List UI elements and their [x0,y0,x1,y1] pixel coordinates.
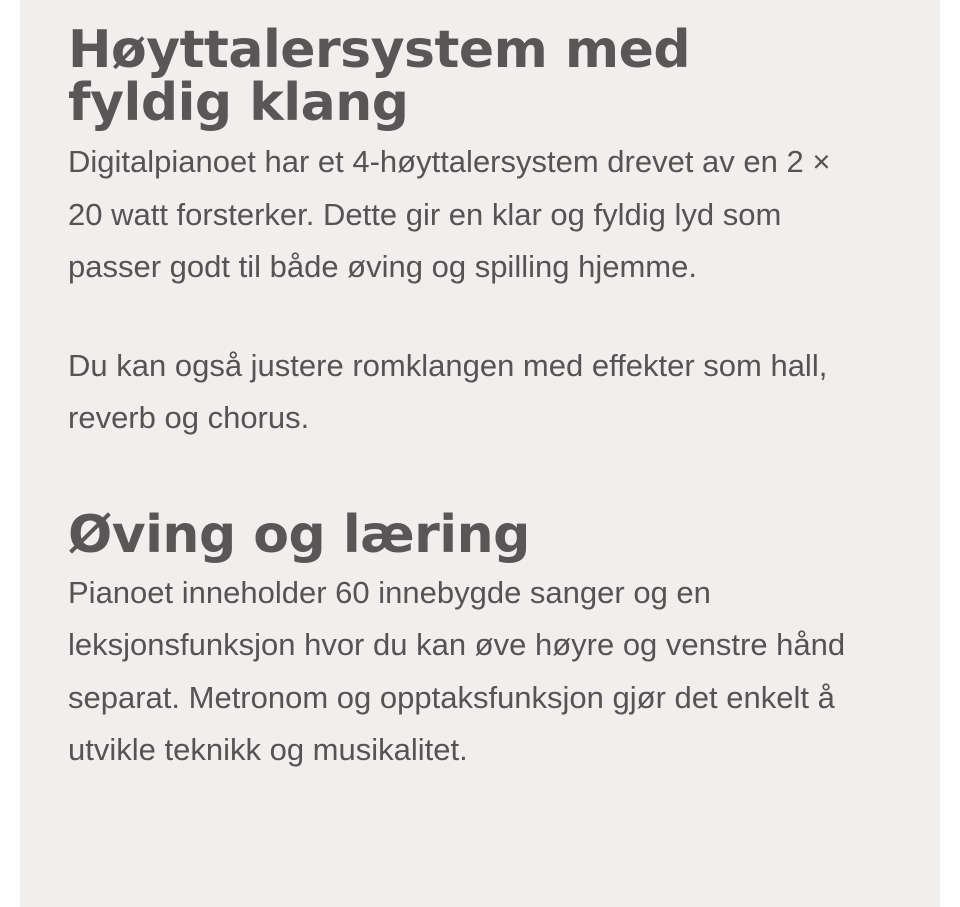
section-heading-speakers: Høyttalersystem med fyldig klang [68,20,691,133]
speakers-paragraph-2: Du kan også justere romklangen med effekter som hall, reverb og chorus. [68,347,828,435]
section-heading-practice: Øving og læring [68,504,530,565]
practice-paragraph-1: Pianoet inneholder 60 innebygde sanger og en leksjonsfunksjon hvor du kan øve høyre og venstre hånd separat. Metronom og opptaksfunksjon gjør det enkelt å utvikle teknikk og musikalitet. [68,574,846,767]
article-body [68,20,868,777]
speakers-paragraph-1: Digitalpianoet har et 4-høyttalersystem drevet av en 2 × 20 watt forsterker. Dette gir en klar og fyldig lyd som passer godt til både øving og spilling hjemme. [68,144,831,284]
section-practice [68,503,868,777]
content-panel [20,0,940,907]
